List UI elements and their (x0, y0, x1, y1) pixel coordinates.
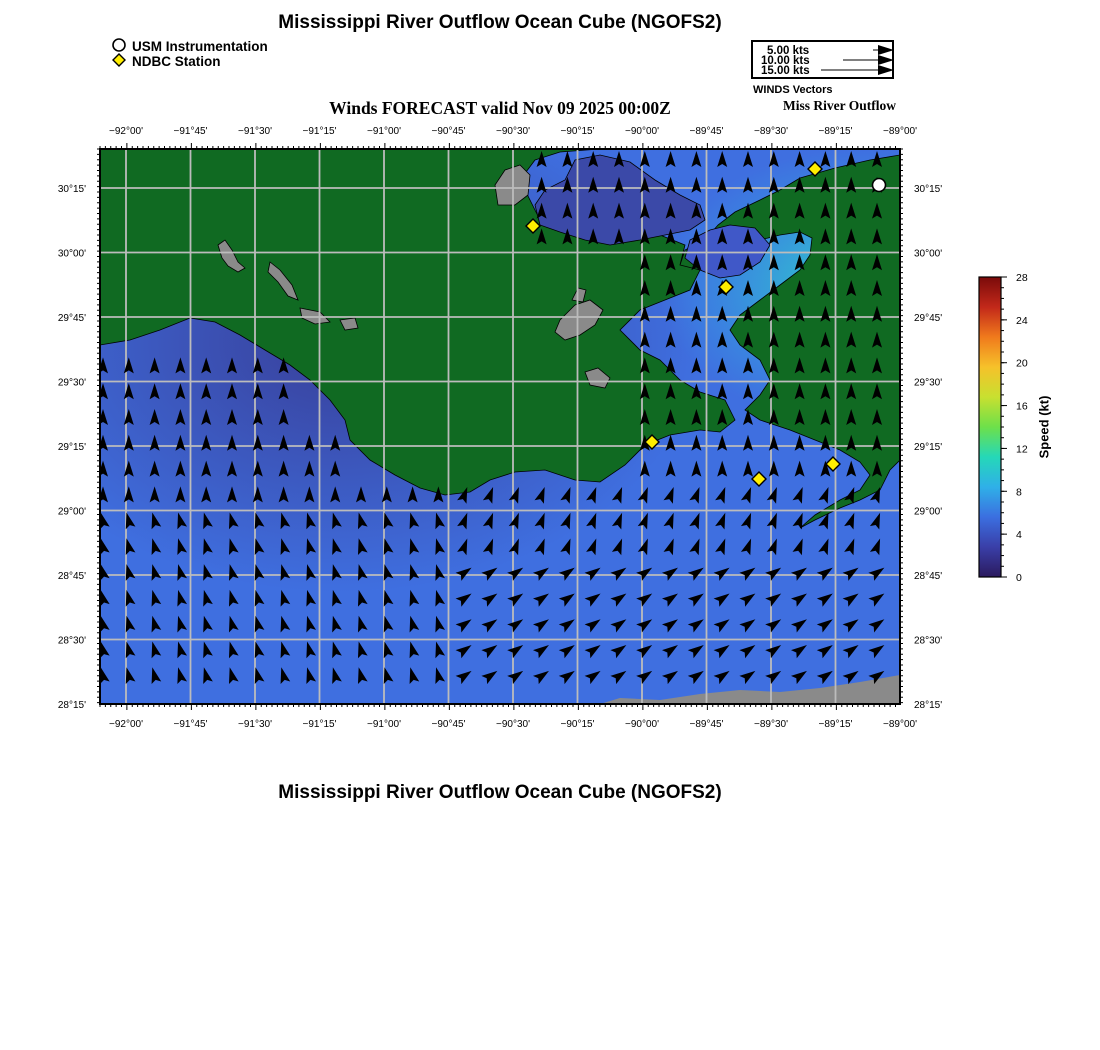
colorbar (979, 272, 1028, 584)
lon-tick-label: −91°45' (173, 719, 208, 730)
colorbar-tick-label: 24 (1016, 314, 1028, 327)
lat-tick-label: 29°15' (57, 442, 86, 453)
lat-tick-label: 30°00' (914, 248, 943, 260)
lon-tick-label: −89°15' (818, 126, 853, 137)
lon-tick-label: −90°15' (560, 126, 595, 137)
colorbar-tick-label: 0 (1016, 572, 1022, 584)
lon-tick-label: −91°15' (302, 719, 337, 730)
lon-tick-label: −91°30' (238, 719, 272, 730)
colorbar-tick-label: 4 (1016, 529, 1022, 542)
lon-tick-label: −91°15' (302, 126, 337, 137)
lon-tick-label: −92°00' (109, 126, 143, 137)
colorbar-tick-label: 12 (1016, 443, 1028, 456)
page-title: Mississippi River Outflow Ocean Cube (NGOFS2) (278, 12, 722, 33)
lat-tick-label: 30°15' (57, 184, 86, 195)
colorbar-tick-label: 28 (1016, 272, 1028, 284)
lon-tick-label: −90°45' (431, 126, 466, 137)
lon-tick-label: −89°45' (689, 126, 724, 137)
lat-tick-label: 29°45' (914, 313, 943, 324)
lon-tick-label: −90°15' (560, 719, 595, 730)
lat-tick-label: 28°45' (914, 571, 943, 582)
legend-ndbc-label: NDBC Station (132, 53, 221, 69)
lon-tick-label: −89°30' (754, 719, 788, 730)
map-plot-area (96, 149, 900, 704)
lon-tick-label: −89°45' (689, 719, 724, 730)
lon-tick-label: −91°45' (173, 126, 208, 137)
vector-key-label-15: 15.00 kts (761, 65, 810, 77)
colorbar-tick-label: 20 (1016, 357, 1028, 370)
lat-tick-label: 28°45' (57, 571, 86, 582)
lon-tick-label: −91°30' (238, 126, 272, 137)
vector-key-label-10: 10.00 kts (761, 55, 810, 67)
lat-tick-label: 30°15' (914, 184, 943, 195)
lon-tick-label: −90°30' (496, 126, 530, 137)
lat-tick-label: 28°15' (57, 700, 86, 711)
lon-tick-label: −89°15' (818, 719, 853, 730)
lon-tick-label: −90°00' (625, 126, 659, 137)
legend-usm-label: USM Instrumentation (132, 38, 268, 54)
vector-key-label-5: 5.00 kts (767, 45, 810, 57)
lat-tick-label: 30°00' (57, 248, 86, 260)
lat-tick-label: 28°30' (57, 635, 86, 647)
lon-tick-label: −90°00' (625, 719, 659, 730)
lon-tick-label: −91°00' (367, 719, 401, 730)
lon-tick-label: −90°45' (431, 719, 466, 730)
colorbar-label: Speed (kt) (1036, 395, 1052, 459)
lat-tick-label: 29°00' (914, 506, 943, 518)
lat-tick-label: 29°30' (57, 377, 86, 389)
lat-tick-label: 28°30' (914, 635, 943, 647)
lat-tick-label: 29°15' (914, 442, 943, 453)
map-subtitle: Miss River Outflow (783, 98, 896, 113)
lon-tick-label: −89°00' (883, 719, 917, 730)
lon-tick-label: −92°00' (109, 719, 143, 730)
colorbar-tick-label: 16 (1016, 400, 1028, 413)
bottom-title: Mississippi River Outflow Ocean Cube (NGOFS2) (278, 782, 722, 803)
vector-key-caption: WINDS Vectors (753, 84, 833, 96)
lat-tick-label: 29°45' (57, 313, 86, 324)
usm-instrument-marker (873, 179, 886, 192)
colorbar-tick-label: 8 (1016, 486, 1022, 499)
lon-tick-label: −90°30' (496, 719, 530, 730)
lat-tick-label: 29°30' (914, 377, 943, 389)
lat-tick-label: 29°00' (57, 506, 86, 518)
map-title: Winds FORECAST valid Nov 09 2025 00:00Z (329, 98, 671, 118)
lon-tick-label: −91°00' (367, 126, 401, 137)
lon-tick-label: −89°00' (883, 126, 917, 137)
lat-tick-label: 28°15' (914, 700, 943, 711)
lon-tick-label: −89°30' (754, 126, 788, 137)
